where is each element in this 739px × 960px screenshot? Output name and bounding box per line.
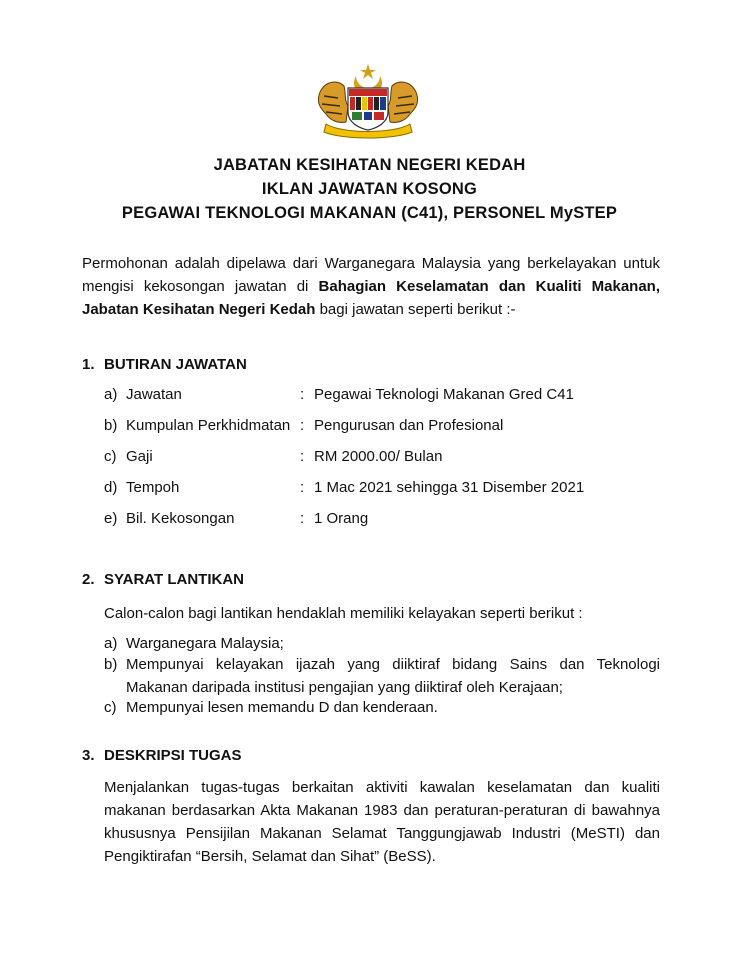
row-colon: :	[300, 510, 305, 527]
detail-row-kumpulan	[104, 417, 504, 434]
row-label: c)	[104, 448, 117, 465]
detail-row-jawatan	[104, 386, 574, 403]
row-key: Kumpulan Perkhidmatan	[126, 417, 291, 434]
row-colon: :	[300, 448, 305, 465]
requirement-item	[104, 632, 660, 655]
item-text: Mempunyai lesen memandu D dan kenderaan.	[126, 699, 438, 716]
coat-of-arms-emblem	[312, 62, 424, 140]
row-label: a)	[104, 386, 118, 403]
item-label: a)	[104, 635, 118, 652]
row-colon: :	[300, 386, 305, 403]
row-value: 1 Mac 2021 sehingga 31 Disember 2021	[314, 479, 585, 496]
requirement-item	[104, 653, 660, 699]
row-key: Gaji	[126, 448, 153, 465]
position-title: PEGAWAI TEKNOLOGI MAKANAN (C41), PERSONEL MySTEP	[121, 204, 618, 222]
row-key: Jawatan	[126, 386, 182, 403]
intro-bold-department: Bahagian Keselamatan dan Kualiti Makanan, Jabatan Kesihatan Negeri Kedah	[82, 278, 660, 318]
section-number: 3.	[82, 747, 95, 764]
section-title: SYARAT LANTIKAN	[104, 571, 245, 588]
row-label: b)	[104, 417, 118, 434]
section-heading-butiran-jawatan	[82, 356, 247, 373]
section-title: DESKRIPSI TUGAS	[104, 747, 242, 764]
detail-row-tempoh	[104, 479, 585, 496]
detail-row-gaji	[104, 448, 443, 465]
section-number: 2.	[82, 571, 95, 588]
advertisement-title: IKLAN JAWATAN KOSONG	[261, 180, 478, 198]
intro-text-part1: Permohonan adalah dipelawa dari Warganegara Malaysia yang berkelayakan untuk mengisi kekosongan jawatan di	[82, 255, 660, 295]
duties-description: Menjalankan tugas-tugas berkaitan aktiviti kawalan keselamatan dan kualiti makanan berdasarkan Akta Makanan 1983 dan peraturan-peraturan di bawahnya khususnya Pensijilan Makanan Selamat Tanggungjawab Industri (MeSTI) dan Pengiktirafan “Bersih, Selamat dan Sihat” (BeSS).	[104, 779, 660, 865]
row-value: Pengurusan dan Profesional	[314, 417, 504, 434]
section-title: BUTIRAN JAWATAN	[104, 356, 247, 373]
row-key: Bil. Kekosongan	[126, 510, 235, 527]
row-value: 1 Orang	[314, 510, 369, 527]
row-value: RM 2000.00/ Bulan	[314, 448, 443, 465]
requirements-intro: Calon-calon bagi lantikan hendaklah memiliki kelayakan seperti berikut :	[104, 605, 583, 622]
item-text: Mempunyai kelayakan ijazah yang diiktiraf bidang Sains dan Teknologi Makanan daripada institusi pengajian yang diiktiraf oleh Kerajaan;	[126, 656, 660, 696]
section-number: 1.	[82, 356, 95, 373]
intro-paragraph	[82, 252, 660, 321]
row-colon: :	[300, 417, 305, 434]
item-text: Warganegara Malaysia;	[126, 635, 284, 652]
detail-row-bil-kekosongan	[104, 510, 369, 527]
section-heading-syarat-lantikan	[82, 571, 244, 588]
section-heading-deskripsi-tugas	[82, 747, 242, 764]
intro-text-part2: bagi jawatan seperti berikut :-	[315, 301, 516, 318]
row-key: Tempoh	[126, 479, 180, 496]
row-colon: :	[300, 479, 305, 496]
department-title: JABATAN KESIHATAN NEGERI KEDAH	[213, 156, 526, 174]
item-label: b)	[104, 656, 118, 673]
requirement-item	[104, 696, 660, 719]
item-label: c)	[104, 699, 117, 716]
row-label: e)	[104, 510, 118, 527]
row-value: Pegawai Teknologi Makanan Gred C41	[314, 386, 574, 403]
row-label: d)	[104, 479, 118, 496]
